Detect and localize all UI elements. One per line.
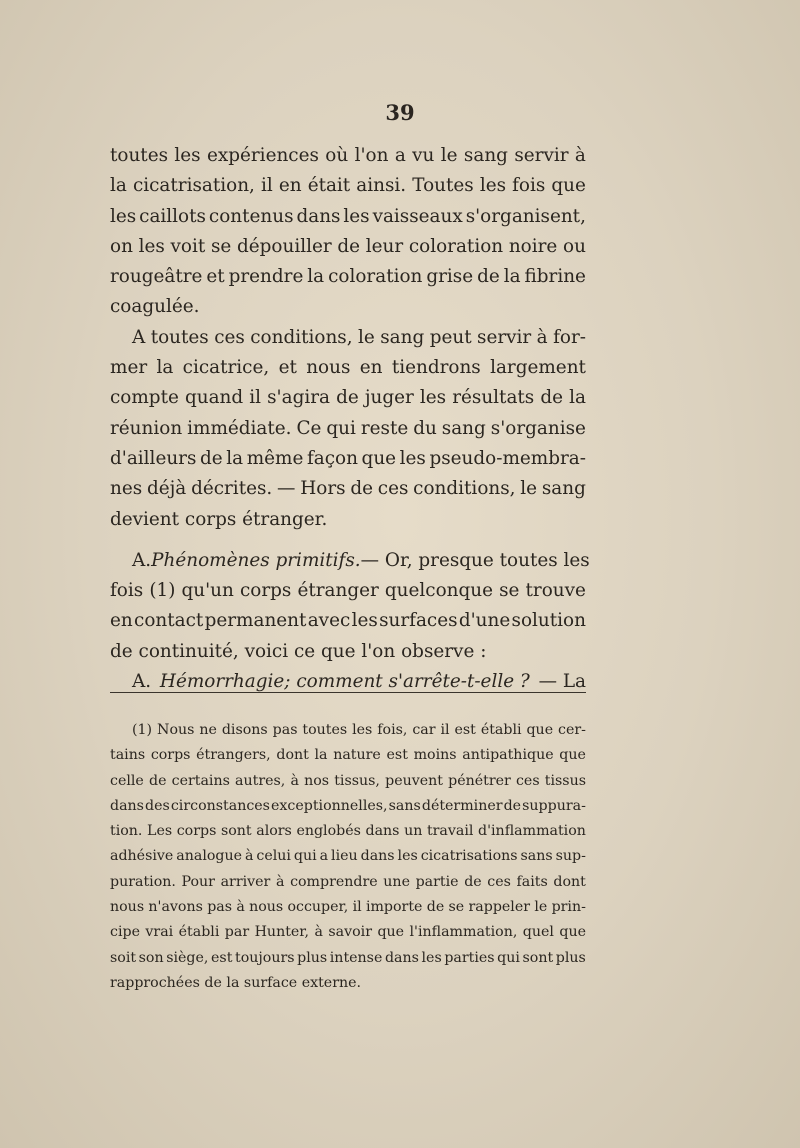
footnote-divider [110, 692, 586, 693]
footnote-line: dans des circonstances exceptionnelles, sans déterminer de suppura- [110, 797, 586, 814]
footnote-line: (1) Nous ne disons pas toutes les fois, car il est établi que cer- [132, 722, 586, 738]
text-line: compte quand il s'agira de juger les résultats de la [110, 387, 586, 409]
text-line: rougeâtre et prendre la coloration grise de la fibrine [110, 266, 586, 288]
text-line: les caillots contenus dans les vaisseaux s'organisent, [110, 205, 586, 227]
page-number: 39 [385, 100, 415, 125]
footnote-line: soit son siège, est toujours plus intense dans les parties qui sont plus [110, 949, 586, 966]
footnote-line: tains corps étrangers, dont la nature est moins antipathique que [110, 747, 586, 764]
text-line: coagulée. [110, 296, 200, 318]
text-line: toutes les expériences où l'on a vu le sang servir à [110, 145, 586, 166]
text-line: en contact permanent avec les surfaces d'une solution [110, 610, 586, 632]
text-line: réunion immédiate. Ce qui reste du sang s'organise [110, 417, 586, 439]
footnote-line: tion. Les corps sont alors englobés dans un travail d'inflammation [110, 823, 586, 840]
footnote-line: adhésive analogue à celui qui a lieu dans les cicatrisations sans sup- [110, 848, 586, 865]
text-line: la cicatrisation, il en était ainsi. Toutes les fois que [110, 175, 586, 197]
text-line: on les voit se dépouiller de leur coloration noire ou [110, 235, 586, 257]
section-title: Phénomènes primitifs. [151, 549, 361, 571]
text-line: mer la cicatrice, et nous en tiendrons largement [110, 357, 586, 379]
text-line: d'ailleurs de la même façon que les pseudo-membra- [110, 447, 586, 469]
body-text [110, 141, 590, 697]
footnote-line: cipe vrai établi par Hunter, à savoir que l'inflammation, quel que [110, 924, 586, 941]
section-heading-line [110, 546, 590, 576]
footnote-line: celle de certains autres, à nos tissus, peuvent pénétrer ces tissus [110, 772, 586, 789]
footnote [110, 718, 586, 996]
text-line: A toutes ces conditions, le sang peut servir à for- [132, 326, 586, 348]
footnote-line: puration. Pour arriver à comprendre une partie de ces faits dont [110, 873, 586, 890]
text-line: nes déjà décrites. — Hors de ces conditions, le sang [110, 478, 586, 500]
subsection-text: — La [538, 671, 586, 693]
section-heading-paragraph [110, 546, 590, 667]
section-text: — Or, presque toutes les [360, 549, 590, 571]
section-letter: A. [132, 549, 152, 571]
text-line: fois (1) qu'un corps étranger quelconque se trouve [110, 580, 586, 602]
paragraph-2 [110, 323, 586, 535]
paragraph-1 [110, 141, 586, 323]
footnote-line: nous n'avons pas à nous occuper, il importe de se rappeler le prin- [110, 899, 586, 916]
text-line: devient corps étranger. [110, 508, 328, 530]
text-line: de continuité, voici ce que l'on observe : [110, 640, 487, 662]
footnote-line: rapprochées de la surface externe. [110, 974, 362, 991]
subsection-title: Hémorrhagie; comment s'arrête-t-elle ? [159, 671, 530, 693]
subsection-letter: A. [132, 671, 152, 693]
